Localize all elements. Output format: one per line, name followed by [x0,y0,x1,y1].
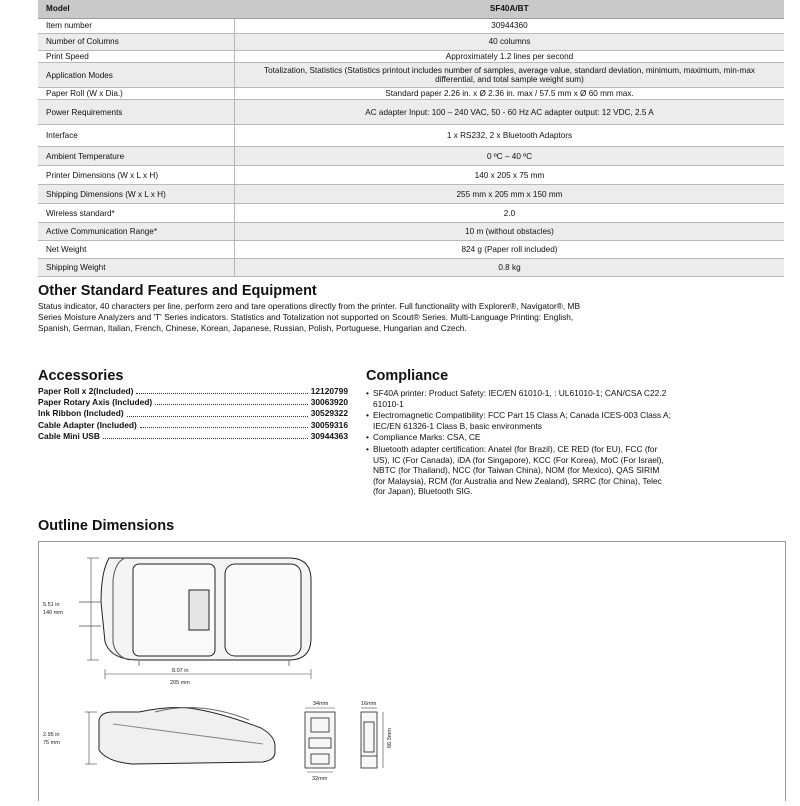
accessory-name: Paper Rotary Axis (Included) [38,397,153,408]
dot-leader [136,386,307,394]
spec-label: Net Weight [38,241,235,259]
accessory-item [38,386,348,397]
connector-height-label: 66.3mm [387,728,393,748]
accessory-item [38,420,348,431]
spec-value: 40 columns [235,34,785,51]
top-height-dim [43,558,99,660]
spec-value: 0 ºC – 40 ºC [235,147,785,166]
compliance-list [366,388,671,498]
connector-width-bottom-label: 32mm [312,776,328,782]
accessories-title: Accessories [38,368,124,384]
accessories-list [38,386,348,442]
spec-label: Number of Columns [38,34,235,51]
dot-leader [103,431,308,439]
spec-value: AC adapter Input: 100 – 240 VAC, 50 - 60 Hz AC adapter output: 12 VDC, 2.5 A [235,100,785,125]
top-length-in-label: 8.07 in [172,668,189,674]
spec-row [38,63,784,88]
connector-width-bottom-dim [307,772,333,782]
accessory-code: 30063920 [310,397,348,408]
connector-side-width-label: 16mm [361,701,377,707]
spec-row [38,51,784,63]
accessory-code: 30059316 [310,419,348,430]
outline-drawing [38,541,786,801]
accessory-name: Cable Mini USB [38,430,100,441]
spec-value: 140 x 205 x 75 mm [235,166,785,185]
connector-width-top-dim [305,701,335,708]
spec-table [38,0,784,277]
dot-leader [140,420,308,428]
spec-header-value: SF40A/BT [235,0,785,19]
spec-label: Ambient Temperature [38,147,235,166]
accessory-name: Ink Ribbon (Included) [38,408,124,419]
spec-value: Standard paper 2.26 in. x Ø 2.36 in. max / 57.5 mm x Ø 60 mm max. [235,88,785,100]
spec-label: Power Requirements [38,100,235,125]
spec-row [38,241,784,259]
spec-label: Item number [38,19,235,34]
spec-row [38,185,784,204]
spec-row [38,88,784,100]
printer-side-view [99,708,275,765]
spec-label: Print Speed [38,51,235,63]
accessory-item [38,408,348,419]
side-height-in-label: 2.95 in [43,732,60,738]
spec-value: Approximately 1.2 lines per second [235,51,785,63]
spec-value: 0.8 kg [235,259,785,277]
spec-label: Wireless standard* [38,204,235,223]
spec-value: 30944360 [235,19,785,34]
top-length-dim [105,668,311,686]
spec-label: Interface [38,125,235,147]
spec-label: Active Communication Range* [38,223,235,241]
compliance-title: Compliance [366,368,449,384]
spec-row [38,147,784,166]
connector-side-width-dim [361,701,377,708]
spec-label: Paper Roll (W x Dia.) [38,88,235,100]
features-text: Status indicator, 40 characters per line, perform zero and tare operations directly from the printer. Full functionality with Explorer®, Navigator®, MB Series Moisture Analyzers and 'T' Series indicators. Statistics and Totalization not supported on Scout® Series. Multi-Language Printing: English, Spanish, German, Italian, French, Chinese, Korean, Japanese, Russian, Polish, Portuguese, Hungarian and Czech. [38,301,581,333]
accessory-code: 30944363 [310,430,348,441]
connector-width-top-label: 34mm [313,701,329,707]
spec-value: Totalization, Statistics (Statistics printout includes number of samples, average value, standard deviation, minimum, maximum, min-max differential, and total sample weight sum) [235,63,785,88]
top-height-mm-label: 140 mm [43,610,63,616]
printer-outline-svg [39,542,785,801]
spec-value: 2.0 [235,204,785,223]
spec-row [38,223,784,241]
compliance-item: • Bluetooth adapter certification: Anatel (for Brazil), CE RED (for EU), FCC (for US), IC (For Canada), iDA (for Singapore), KCC (For Korea), MoC (For Israel), NBTC (for Thailand), NCC (for Taiwan China), NOM (for Mexico), QAS SIRIM (for Malaysia), RCM (for Australia and New Zealand), SRRC (for China), Telec (for Japan), Bluetooth SIG. [366,444,671,497]
accessory-item [38,397,348,408]
spec-row [38,166,784,185]
spec-row [38,259,784,277]
top-length-mm-label: 205 mm [170,680,190,686]
features-title: Other Standard Features and Equipment [38,283,317,299]
compliance-item: • Electromagnetic Compatibility: FCC Part 15 Class A; Canada ICES-003 Class A; IEC/EN 61326-1 Class B, basic environments [366,410,671,431]
accessory-item [38,431,348,442]
outline-title: Outline Dimensions [38,518,175,534]
spec-value: 10 m (without obstacles) [235,223,785,241]
accessory-name: Cable Adapter (Included) [38,419,137,430]
spec-value: 824 g (Paper roll included) [235,241,785,259]
spec-row [38,19,784,34]
spec-header-label: Model [38,0,235,19]
accessory-name: Paper Roll x 2(Included) [38,386,134,396]
side-height-mm-label: 75 mm [43,740,60,746]
connector-height-dim [383,712,393,768]
spec-value: 255 mm x 205 mm x 150 mm [235,185,785,204]
connector-front-view [305,712,335,768]
compliance-item: • Compliance Marks: CSA, CE [366,432,671,443]
accessory-code: 30529322 [310,408,348,419]
printer-top-view [79,558,311,666]
spec-value: 1 x RS232, 2 x Bluetooth Adaptors [235,125,785,147]
spec-row [38,125,784,147]
connector-side-view [361,712,377,768]
spec-label: Shipping Dimensions (W x L x H) [38,185,235,204]
spec-row [38,100,784,125]
dot-leader [127,408,308,416]
spec-label: Application Modes [38,63,235,88]
spec-header-row [38,0,784,19]
accessory-code: 12120799 [310,386,348,396]
top-height-in-label: 5.51 in [43,602,60,608]
side-height-dim [43,712,97,764]
dot-leader [155,397,308,405]
compliance-item: • SF40A printer: Product Safety: IEC/EN 61010-1, : UL61010-1; CAN/CSA C22.2 61010-1 [366,388,671,409]
spec-row [38,34,784,51]
spec-label: Shipping Weight [38,259,235,277]
spec-row [38,204,784,223]
spec-label: Printer Dimensions (W x L x H) [38,166,235,185]
